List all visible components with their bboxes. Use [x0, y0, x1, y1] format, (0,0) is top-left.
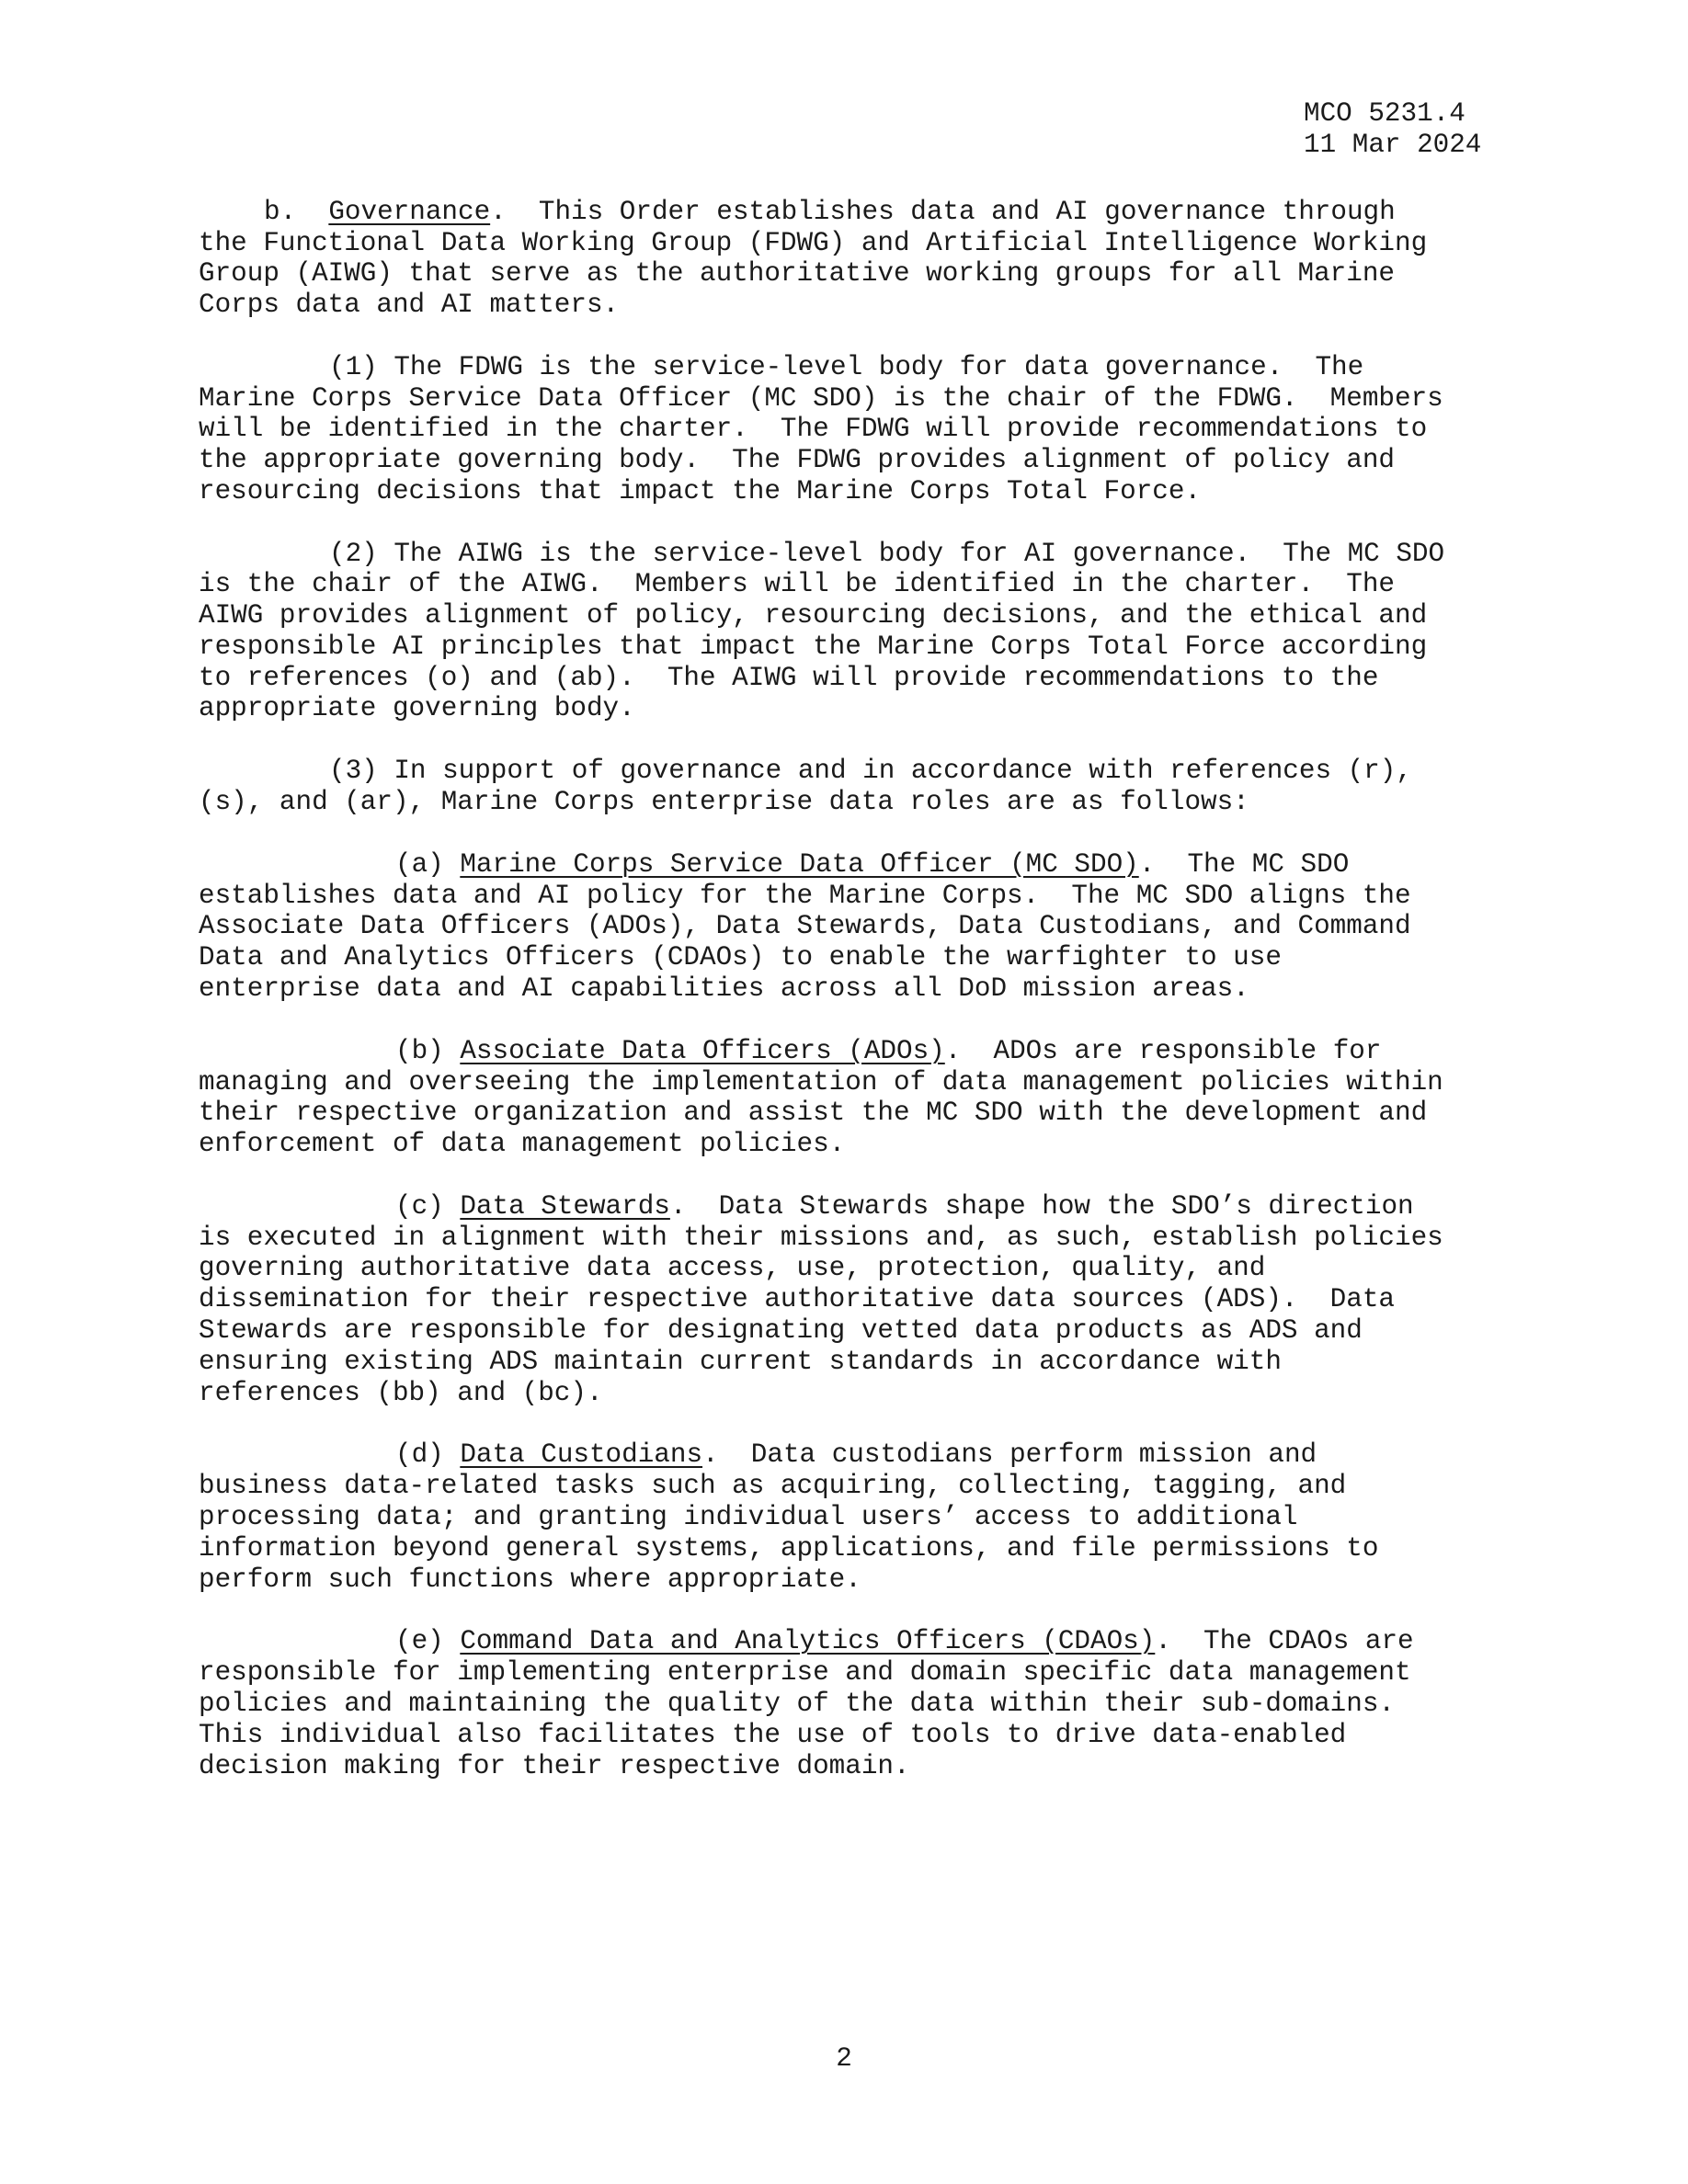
item-c-line-5: Stewards are responsible for designating vetted data products as ADS and [199, 1315, 1363, 1346]
item-c-marker: (c) [395, 1191, 461, 1222]
document-header [1304, 98, 1481, 161]
item-e-line-3: policies and maintaining the quality of the data within their sub-domains. [199, 1689, 1395, 1719]
paragraph-b-heading: Governance [328, 197, 491, 227]
item-e-line-2: responsible for implementing enterprise and domain specific data management [199, 1657, 1411, 1688]
subparagraph-2-line-5: to references (o) and (ab). The AIWG will provide recommendations to the [199, 663, 1379, 693]
subparagraph-3-line-1: (3) In support of governance and in accordance with references (r), [329, 756, 1412, 786]
order-number: MCO 5231.4 [1304, 98, 1466, 129]
order-date: 11 Mar 2024 [1304, 129, 1482, 160]
item-a-line-1: (a) Marine Corps Service Data Officer (MC SDO). The MC SDO [395, 849, 1350, 880]
subparagraph-2-line-1: (2) The AIWG is the service-level body for AI governance. The MC SDO [329, 539, 1445, 569]
item-e-line-5: decision making for their respective domain. [199, 1751, 910, 1781]
item-d-line-4: information beyond general systems, applications, and file permissions to [199, 1533, 1379, 1564]
item-d-line-2: business data-related tasks such as acquiring, collecting, tagging, and [199, 1471, 1347, 1501]
item-d-line-1: (d) Data Custodians. Data custodians perform mission and [395, 1439, 1317, 1470]
item-a-line-2: establishes data and AI policy for the Marine Corps. The MC SDO aligns the [199, 881, 1411, 911]
item-c-line-6: ensuring existing ADS maintain current standards in accordance with [199, 1347, 1282, 1377]
paragraph-b-line-4: Corps data and AI matters. [199, 290, 620, 320]
item-a-line-3: Associate Data Officers (ADOs), Data Stewards, Data Custodians, and Command [199, 911, 1411, 941]
subparagraph-2-line-3: AIWG provides alignment of policy, resourcing decisions, and the ethical and [199, 600, 1428, 631]
page-number: 2 [836, 2043, 852, 2074]
subparagraph-1-line-5: resourcing decisions that impact the Marine Corps Total Force. [199, 476, 1202, 506]
item-d-marker: (d) [395, 1439, 461, 1470]
item-e-marker: (e) [395, 1626, 461, 1656]
item-b-line-4: enforcement of data management policies. [199, 1129, 846, 1159]
item-b-heading: Associate Data Officers (ADOs) [460, 1036, 945, 1066]
subparagraph-1-line-2: Marine Corps Service Data Officer (MC SDO) is the chair of the FDWG. Members [199, 383, 1443, 414]
item-a-line-4: Data and Analytics Officers (CDAOs) to enable the warfighter to use [199, 942, 1282, 973]
subparagraph-1-line-3: will be identified in the charter. The FDWG will provide recommendations to [199, 414, 1428, 444]
item-c-line-7: references (bb) and (bc). [199, 1378, 603, 1408]
item-e-line-1: (e) Command Data and Analytics Officers (CDAOs). The CDAOs are [395, 1626, 1414, 1656]
subparagraph-1-line-1: (1) The FDWG is the service-level body for data governance. The [329, 352, 1364, 382]
subparagraph-2-line-6: appropriate governing body. [199, 693, 635, 723]
item-b-line-2: managing and overseeing the implementation of data management policies within [199, 1067, 1443, 1098]
item-b-line-1: (b) Associate Data Officers (ADOs). ADOs are responsible for [395, 1036, 1382, 1066]
item-a-heading: Marine Corps Service Data Officer (MC SDO) [460, 849, 1139, 880]
item-d-line-5: perform such functions where appropriate. [199, 1564, 861, 1595]
item-b-line-3: their respective organization and assist the MC SDO with the development and [199, 1098, 1428, 1128]
subparagraph-1-line-4: the appropriate governing body. The FDWG provides alignment of policy and [199, 445, 1395, 475]
paragraph-b-line-3: Group (AIWG) that serve as the authoritative working groups for all Marine [199, 258, 1395, 289]
paragraph-b-line-1: b. Governance. This Order establishes data and AI governance through [264, 197, 1396, 227]
item-d-line-3: processing data; and granting individual users’ access to additional [199, 1502, 1298, 1532]
paragraph-b-marker: b. [264, 197, 297, 227]
paragraph-b-line-2: the Functional Data Working Group (FDWG) and Artificial Intelligence Working [199, 228, 1428, 258]
item-b-marker: (b) [395, 1036, 461, 1066]
subparagraph-2-line-2: is the chair of the AIWG. Members will be identified in the charter. The [199, 569, 1395, 599]
subparagraph-2-line-4: responsible AI principles that impact the Marine Corps Total Force according [199, 631, 1428, 662]
item-c-heading: Data Stewards [460, 1191, 670, 1222]
item-c-line-1: (c) Data Stewards. Data Stewards shape how the SDO’s direction [395, 1191, 1414, 1222]
item-c-line-4: dissemination for their respective authoritative data sources (ADS). Data [199, 1284, 1395, 1314]
item-d-heading: Data Custodians [460, 1439, 703, 1470]
subparagraph-3-line-2: (s), and (ar), Marine Corps enterprise data roles are as follows: [199, 787, 1249, 817]
item-a-line-5: enterprise data and AI capabilities across all DoD mission areas. [199, 973, 1249, 1004]
item-c-line-3: governing authoritative data access, use, protection, quality, and [199, 1253, 1266, 1283]
item-e-heading: Command Data and Analytics Officers (CDAOs) [460, 1626, 1156, 1656]
item-a-marker: (a) [395, 849, 461, 880]
item-c-line-2: is executed in alignment with their missions and, as such, establish policies [199, 1223, 1443, 1253]
item-e-line-4: This individual also facilitates the use of tools to drive data-enabled [199, 1720, 1347, 1750]
